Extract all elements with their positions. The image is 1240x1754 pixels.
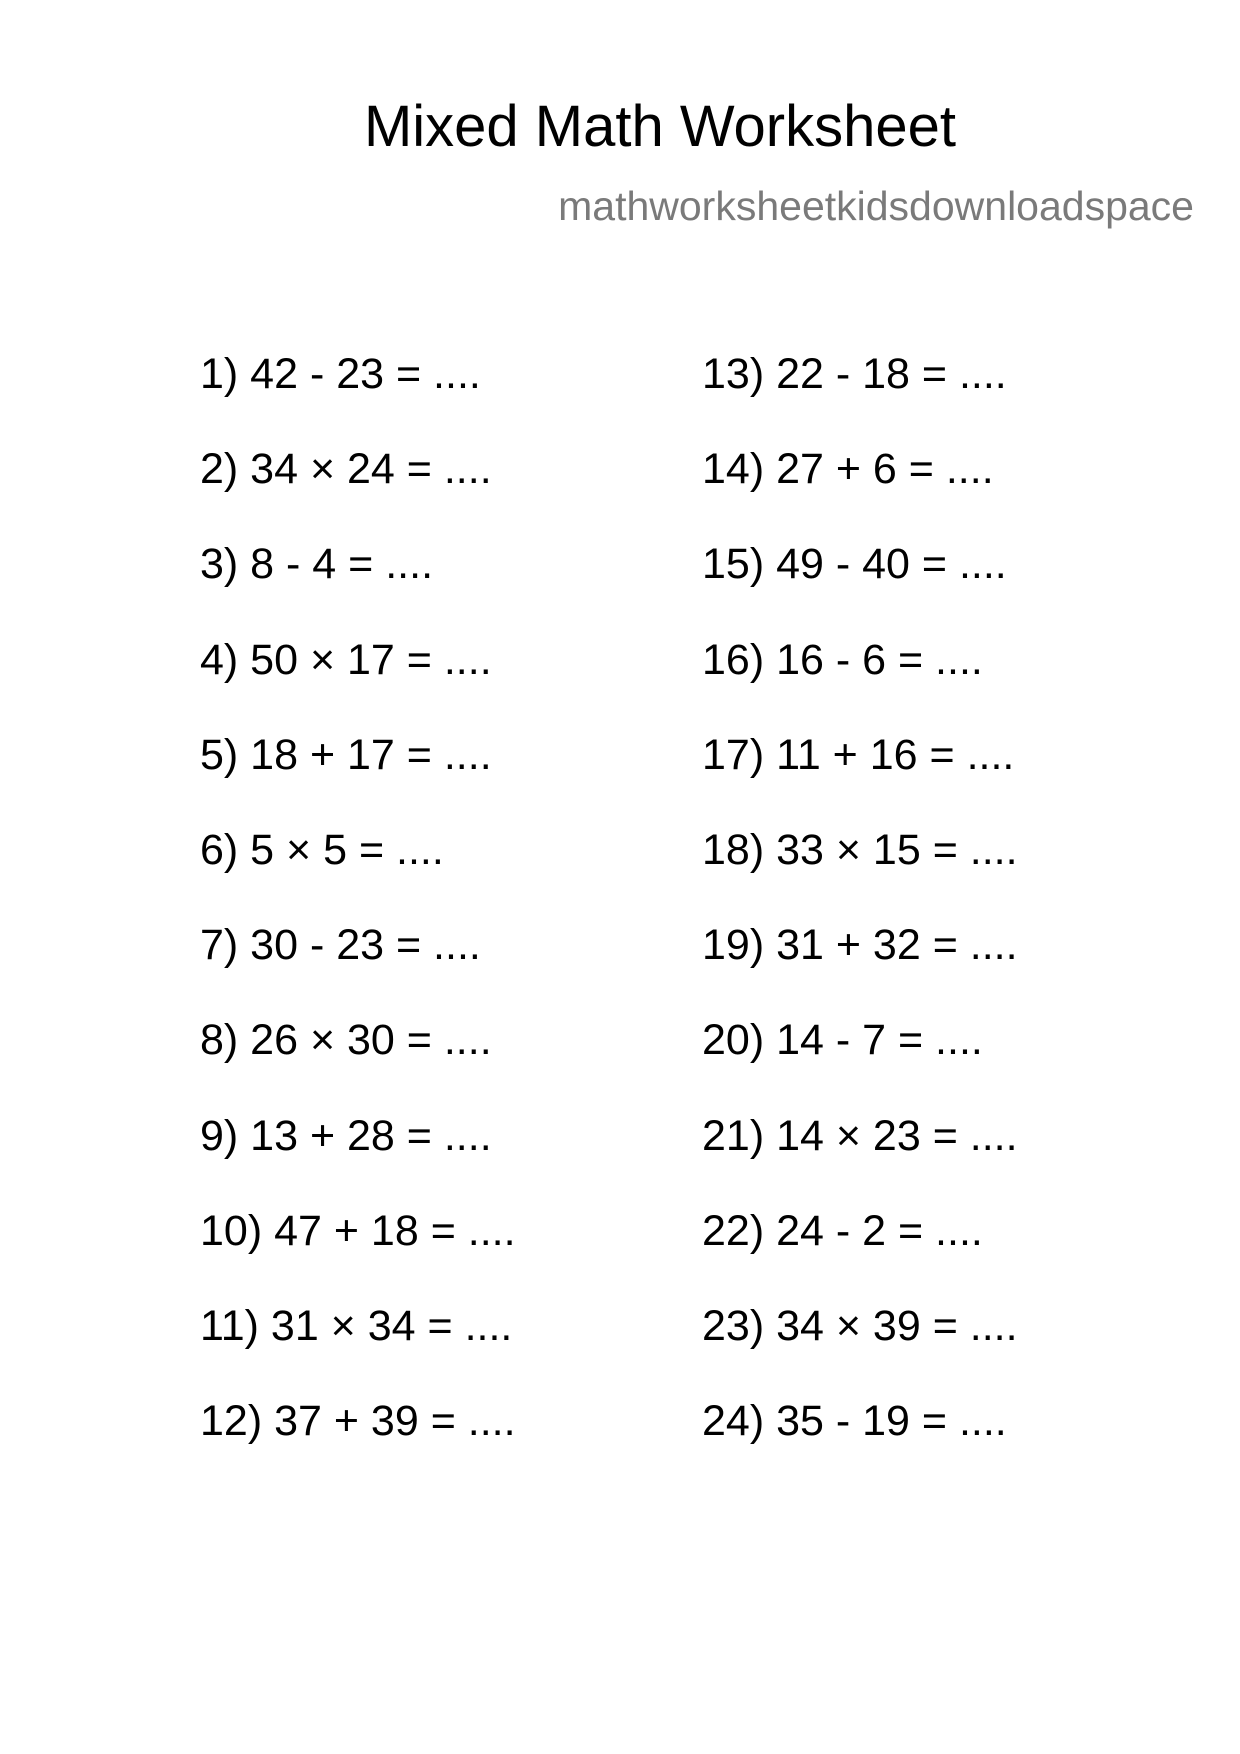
problem-item: 7) 30 - 23 = ....: [200, 921, 481, 970]
problem-item: 15) 49 - 40 = ....: [702, 540, 1007, 589]
problem-item: 10) 47 + 18 = ....: [200, 1206, 516, 1255]
problem-item: 5) 18 + 17 = ....: [200, 730, 492, 779]
problem-item: 23) 34 × 39 = ....: [702, 1301, 1018, 1350]
problem-item: 19) 31 + 32 = ....: [702, 921, 1018, 970]
problem-column-right: [702, 350, 1018, 1495]
problem-item: 20) 14 - 7 = ....: [702, 1016, 983, 1065]
problem-item: 16) 16 - 6 = ....: [702, 635, 983, 684]
problem-item: 8) 26 × 30 = ....: [200, 1016, 492, 1065]
problem-item: 9) 13 + 28 = ....: [200, 1111, 492, 1160]
problem-item: 24) 35 - 19 = ....: [702, 1397, 1007, 1446]
problem-item: 17) 11 + 16 = ....: [702, 730, 1015, 779]
problem-item: 2) 34 × 24 = ....: [200, 445, 492, 494]
problem-item: 14) 27 + 6 = ....: [702, 445, 994, 494]
source-watermark: mathworksheetkidsdownloadspace: [558, 183, 1194, 229]
problem-item: 1) 42 - 23 = ....: [200, 350, 481, 398]
problem-item: 22) 24 - 2 = ....: [702, 1206, 983, 1255]
problem-item: 6) 5 × 5 = ....: [200, 825, 444, 874]
problem-item: 18) 33 × 15 = ....: [702, 825, 1018, 874]
worksheet-title: Mixed Math Worksheet: [363, 94, 957, 159]
problem-item: 4) 50 × 17 = ....: [200, 635, 492, 684]
problem-item: 12) 37 + 39 = ....: [200, 1397, 516, 1446]
problem-item: 3) 8 - 4 = ....: [200, 540, 434, 589]
problem-column-left: [200, 350, 516, 1495]
problem-item: 13) 22 - 18 = ....: [702, 350, 1007, 398]
problem-item: 21) 14 × 23 = ....: [702, 1111, 1018, 1160]
problem-item: 11) 31 × 34 = ....: [200, 1301, 513, 1350]
